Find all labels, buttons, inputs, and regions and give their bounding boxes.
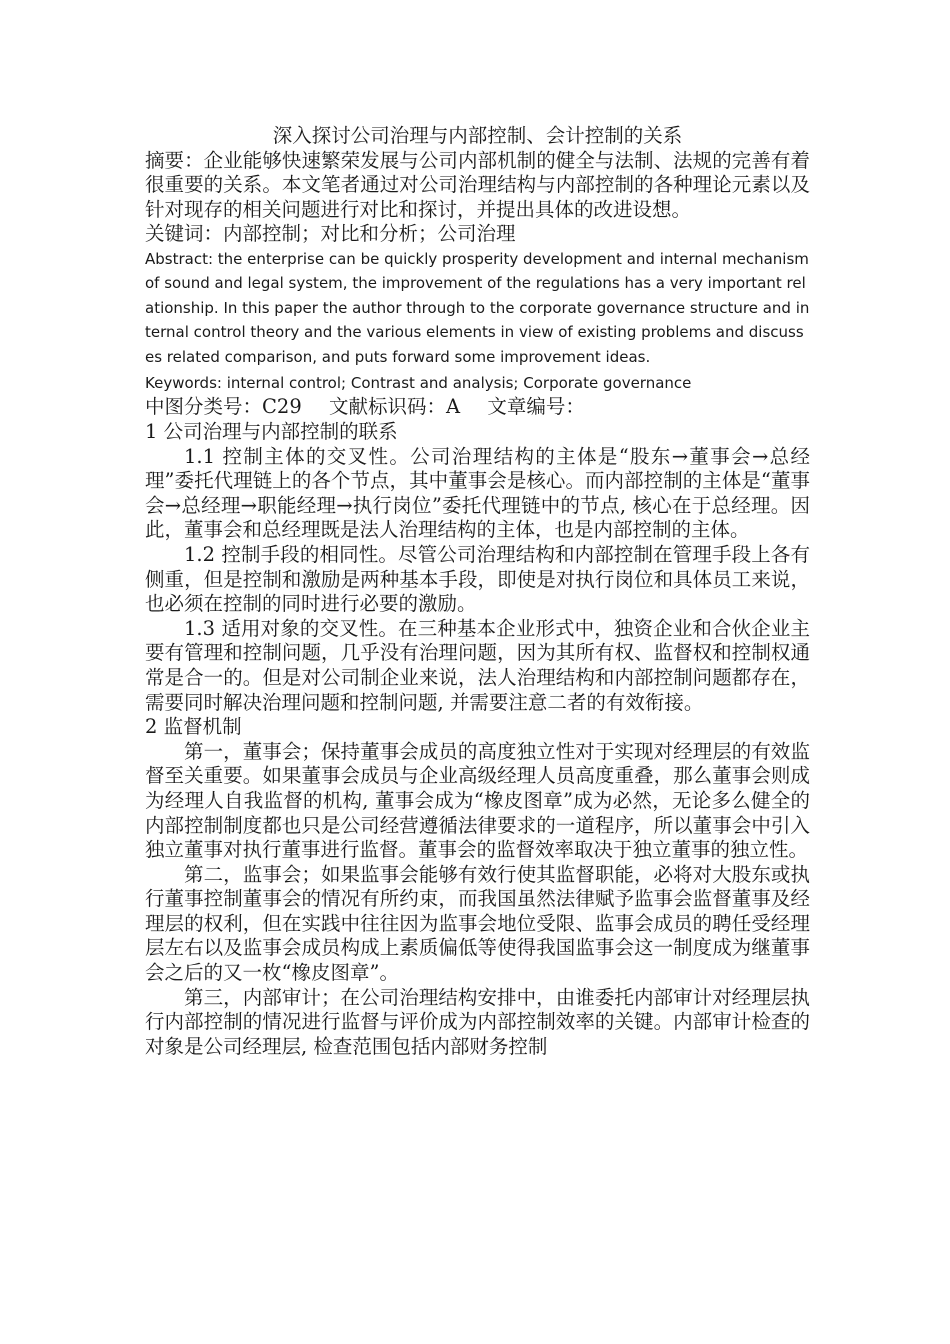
section-2-paragraph: 第一，董事会；保持董事会成员的高度独立性对于实现对经理层的有效监督至关重要。如果董事会成员与企业高级经理人员高度重叠，那么董事会则成为经理人自我监督的机构, 董事会成为“橡皮图章”成为必然，无论多么健全的内部控制制度都也只是公司经营遵循法律要求的一道程序，所以董事会中引入独立董事对执行董事进行监督。董事会的监督效率取决于独立董事的独立性。 [145, 739, 810, 862]
section-1-paragraph: 1.2 控制手段的相同性。尽管公司治理结构和内部控制在管理手段上各有侧重，但是控制和激励是两种基本手段，即使是对执行岗位和具体员工来说，也必须在控制的同时进行必要的激励。 [145, 542, 810, 616]
keywords-cn: 关键词：内部控制；对比和分析；公司治理 [145, 222, 516, 246]
keywords-en: Keywords: internal control; Contrast and analysis; Corporate governance [145, 374, 692, 392]
abstract-cn: 摘要：企业能够快速繁荣发展与公司内部机制的健全与法制、法规的完善有着很重要的关系。本文笔者通过对公司治理结构与内部控制的各种理论元素以及针对现存的相关问题进行对比和探讨，并提出具体的改进设想。 [145, 148, 810, 221]
section-2-heading: 2 监督机制 [145, 715, 242, 739]
section-1-paragraph: 1.1 控制主体的交叉性。公司治理结构的主体是“股东→董事会→总经理”委托代理链上的各个节点，其中董事会是核心。而内部控制的主体是“董事会→总经理→职能经理→执行岗位”委托代理链中的节点, 核心在于总经理。因此，董事会和总经理既是法人治理结构的主体，也是内部控制的主体。 [145, 444, 810, 542]
abstract-en: Abstract: the enterprise can be quickly prosperity development and internal mechanism of sound and legal system, the improvement of the regulations has a very important relationship. In this paper the author through to the corporate governance structure and internal control theory and the various elements in view of existing problems and discusses related comparison, and puts forward some improvement ideas. [145, 249, 810, 366]
section-2-paragraph: 第二，监事会；如果监事会能够有效行使其监督职能，必将对大股东或执行董事控制董事会的情况有所约束，而我国虽然法律赋予监事会监督董事及经理层的权利，但在实践中往往因为监事会地位受限、监事会成员的聘任受经理层左右以及监事会成员构成上素质偏低等使得我国监事会这一制度成为继董事会之后的又一枚“橡皮图章”。 [145, 862, 810, 985]
document-page [145, 124, 810, 1059]
page-title: 深入探讨公司治理与内部控制、会计控制的关系 [272, 124, 683, 147]
article-number: 文章编号： [487, 395, 585, 419]
section-2-paragraph: 第三，内部审计；在公司治理结构安排中，由谁委托内部审计对经理层执行内部控制的情况进行监督与评价成为内部控制效率的关键。内部审计检查的对象是公司经理层, 检查范围包括内部财务控制 [145, 985, 810, 1058]
section-1-heading: 1 公司治理与内部控制的联系 [145, 420, 398, 443]
doc-code: 文献标识码：A [329, 395, 461, 419]
classification-line [145, 395, 810, 420]
clc-number: 中图分类号：C29 [145, 395, 302, 419]
section-1-paragraph: 1.3 适用对象的交叉性。在三种基本企业形式中，独资企业和合伙企业主要有管理和控制问题，几乎没有治理问题，因为其所有权、监督权和控制权通常是合一的。但是对公司制企业来说，法人治理结构和内部控制问题都存在，需要同时解决治理问题和控制问题, 并需要注意二者的有效衔接。 [145, 616, 810, 714]
